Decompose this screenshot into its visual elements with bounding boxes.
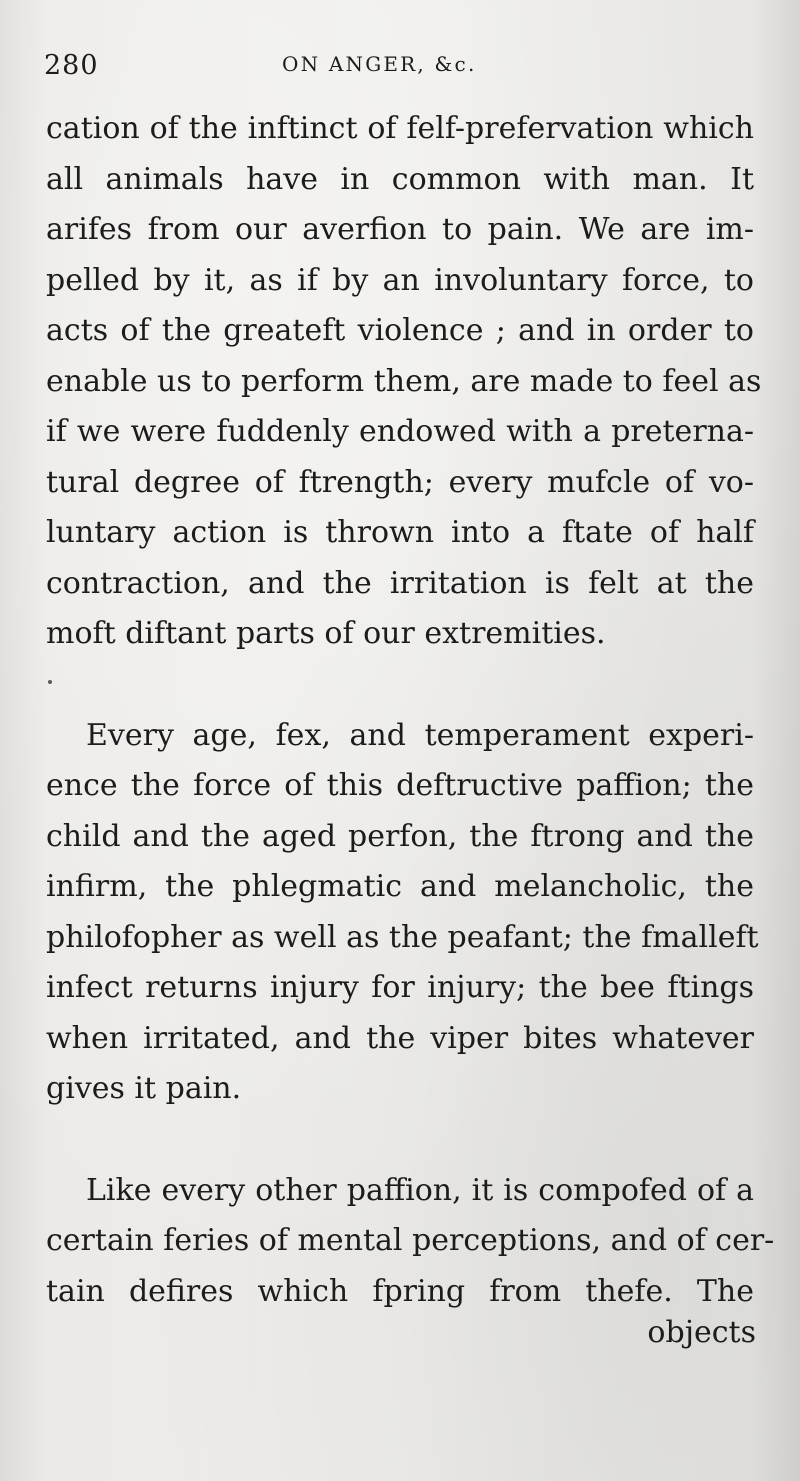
- text-line: acts of the greateft violence ; and in order to: [46, 313, 754, 348]
- text-line: luntary action is thrown into a ftate of half: [46, 515, 754, 550]
- text-line: if we were fuddenly endowed with a preterna-: [46, 414, 754, 449]
- text-line: gives it pain.: [46, 1071, 242, 1106]
- text-line: arifes from our averfion to pain. We are im-: [46, 212, 754, 247]
- paragraph-gap: [46, 660, 754, 711]
- page-header: [44, 46, 756, 86]
- text-line: philofopher as well as the peafant; the fmalleft: [46, 919, 759, 955]
- text-line: Like every other paffion, it is compofed of a: [86, 1172, 754, 1208]
- text-line: moft diftant parts of our extremities.: [46, 616, 606, 651]
- paragraph-3: [46, 1166, 775, 1318]
- body-text: [46, 104, 775, 1317]
- text-line: tural degree of ftrength; every mufcle of vo-: [46, 464, 754, 500]
- text-line: child and the aged perfon, the ftrong and the: [46, 818, 754, 854]
- paragraph-gap: [46, 1115, 754, 1166]
- text-line: enable us to perform them, are made to feel as: [46, 363, 762, 399]
- text-line: when irritated, and the viper bites whatever: [46, 1020, 754, 1056]
- text-line: ence the force of this deftructive paffion; the: [46, 768, 754, 803]
- ink-speck: [48, 680, 52, 684]
- paragraph-2: [46, 711, 759, 1115]
- text-line: pelled by it, as if by an involuntary force, to: [46, 262, 754, 298]
- page-number: 280: [44, 50, 99, 81]
- text-line: certain feries of mental perceptions, and of cer-: [46, 1223, 775, 1258]
- text-line: Every age, fex, and temperament experi-: [86, 717, 754, 753]
- text-line: contraction, and the irritation is felt at the: [46, 565, 754, 601]
- catchword: objects: [647, 1315, 756, 1350]
- text-line: all animals have in common with man. It: [46, 161, 754, 197]
- text-line: infect returns injury for injury; the bee ftings: [46, 970, 754, 1005]
- text-line: cation of the inftinct of felf-prefervation which: [46, 111, 754, 146]
- paragraph-1: [46, 104, 762, 660]
- text-line: infirm, the phlegmatic and melancholic, the: [46, 869, 754, 904]
- text-line: tain defires which fpring from thefe. The: [46, 1273, 754, 1309]
- running-head: ON ANGER, &c.: [282, 52, 477, 76]
